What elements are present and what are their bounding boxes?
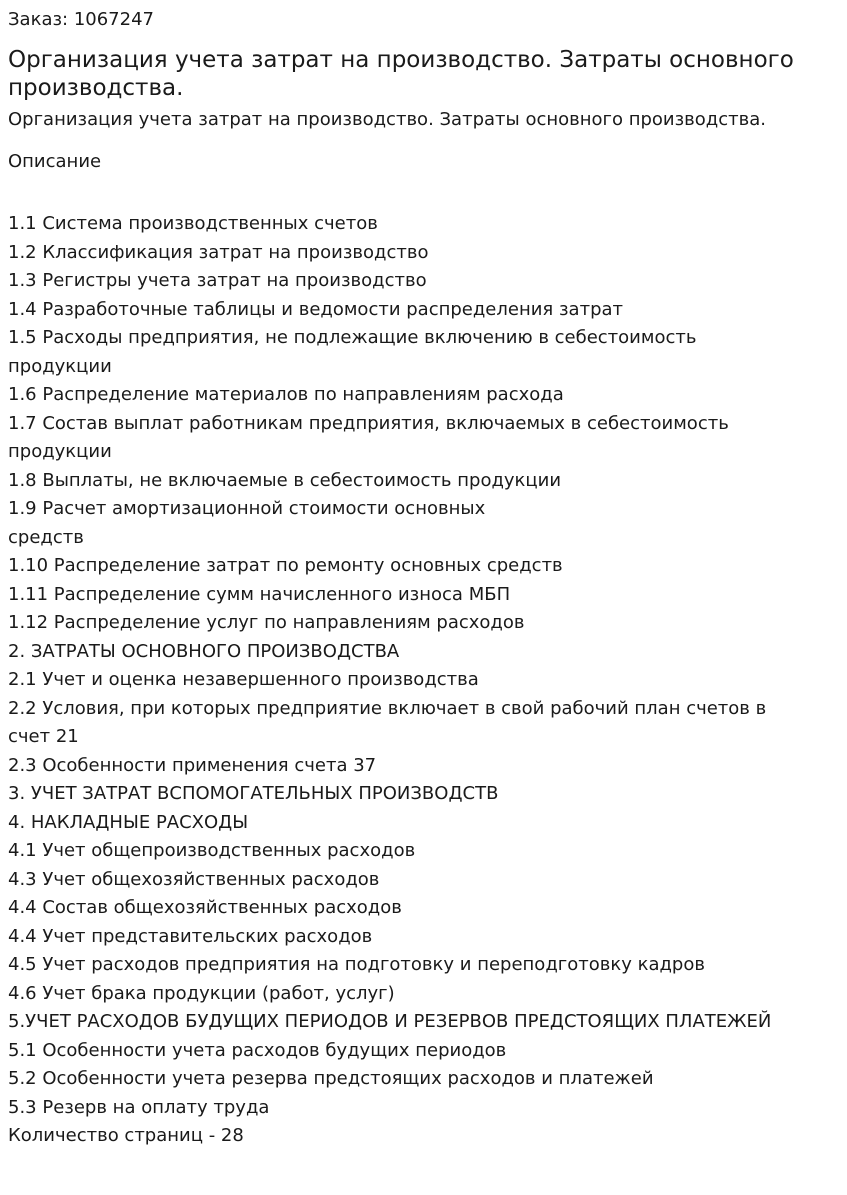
toc-item: 5.2 Особенности учета резерва предстоящих расходов и платежей — [8, 1068, 654, 1089]
toc-item: 1.2 Классификация затрат на производство — [8, 241, 429, 263]
toc-item: 1.4 Разработочные таблицы и ведомости распределения затрат — [8, 298, 624, 320]
toc-item: 4.5 Учет расходов предприятия на подготовку и переподготовку кадров — [8, 954, 705, 975]
toc-item: 1.1 Система производственных счетов — [8, 213, 378, 234]
toc-section-heading: 4. НАКЛАДНЫЕ РАСХОДЫ — [8, 811, 249, 833]
toc-item: 4.1 Учет общепроизводственных расходов — [8, 840, 416, 861]
toc-section-heading: 5.УЧЕТ РАСХОДОВ БУДУЩИХ ПЕРИОДОВ И РЕЗЕРВОВ ПРЕДСТОЯЩИХ ПЛАТЕЖЕЙ — [8, 1011, 772, 1032]
toc-item: 1.10 Распределение затрат по ремонту основных средств — [8, 555, 563, 576]
toc-item: 1.8 Выплаты, не включаемые в себестоимость продукции — [8, 469, 562, 491]
toc-section-heading: 2. ЗАТРАТЫ ОСНОВНОГО ПРОИЗВОДСТВА — [8, 640, 400, 662]
toc-item: 1.6 Распределение материалов по направлениям расхода — [8, 384, 564, 405]
toc-item: 1.7 Состав выплат работникам предприятия, включаемых в себестоимость продукции — [8, 412, 729, 462]
toc-item: 1.11 Распределение сумм начисленного износа МБП — [8, 583, 511, 605]
toc-item: 1.9 Расчет амортизационной стоимости основных средств — [8, 498, 486, 548]
toc-item: 4.6 Учет брака продукции (работ, услуг) — [8, 982, 395, 1004]
order-number: Заказ: 1067247 — [8, 9, 154, 30]
document-title: Организация учета затрат на производство. Затраты основного производства. — [8, 47, 794, 101]
toc-item: 4.4 Учет представительских расходов — [8, 925, 373, 947]
toc-item: 2.2 Условия, при которых предприятие включает в свой рабочий план счетов в счет 21 — [8, 697, 767, 747]
table-of-contents — [8, 210, 839, 1122]
toc-item: 4.3 Учет общехозяйственных расходов — [8, 868, 380, 890]
description-label: Описание — [8, 151, 102, 172]
toc-item: 1.3 Регистры учета затрат на производство — [8, 270, 427, 291]
toc-item: 2.3 Особенности применения счета 37 — [8, 754, 377, 776]
toc-item: 5.3 Резерв на оплату труда — [8, 1096, 270, 1118]
toc-item: 2.1 Учет и оценка незавершенного производства — [8, 669, 479, 690]
document-subtitle: Организация учета затрат на производство. Затраты основного производства. — [8, 109, 766, 130]
toc-item: 5.1 Особенности учета расходов будущих периодов — [8, 1039, 507, 1061]
page-count: Количество страниц - 28 — [8, 1125, 244, 1146]
toc-item: 1.12 Распределение услуг по направлениям расходов — [8, 612, 525, 633]
toc-item: 1.5 Расходы предприятия, не подлежащие включению в себестоимость продукции — [8, 327, 697, 377]
toc-item: 4.4 Состав общехозяйственных расходов — [8, 897, 402, 918]
toc-section-heading: 3. УЧЕТ ЗАТРАТ ВСПОМОГАТЕЛЬНЫХ ПРОИЗВОДСТВ — [8, 783, 499, 804]
